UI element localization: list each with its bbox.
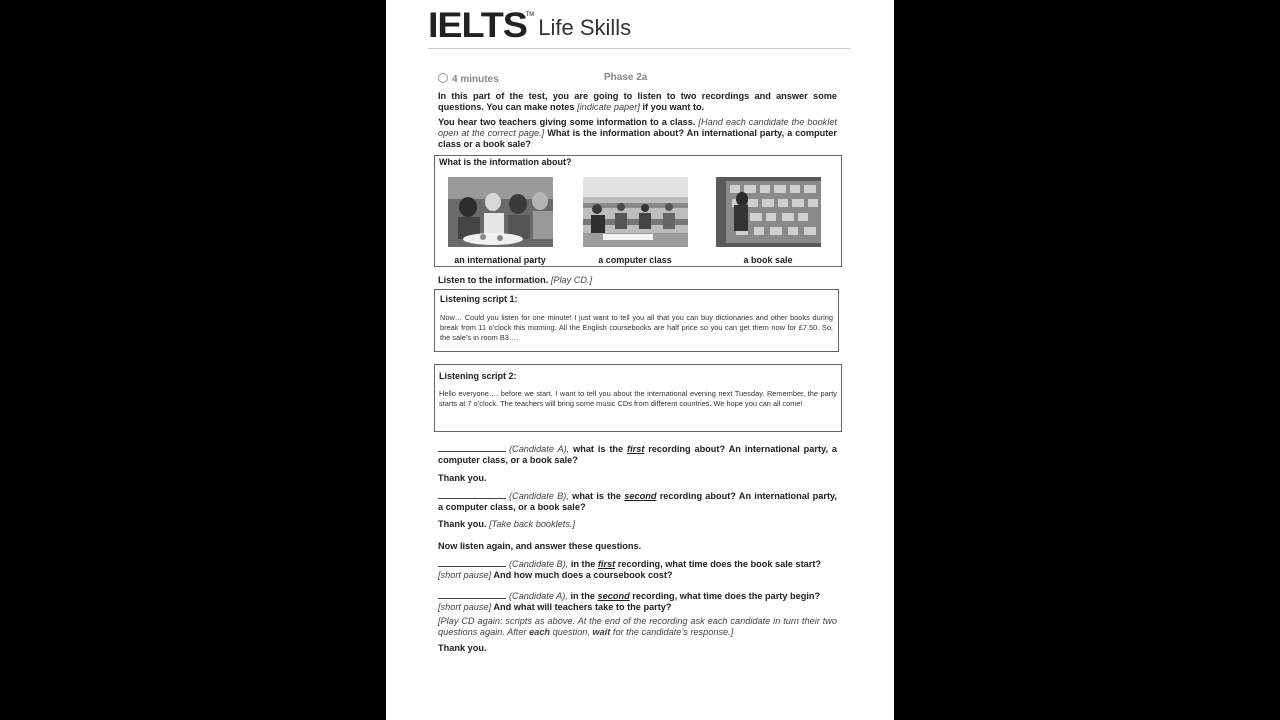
name-blank [438,589,506,599]
time-label: 4 minutes [438,72,499,85]
question-candidate-b-1: (Candidate B), what is the second recording about? An international party, a computer class, or a book sale? [438,491,837,512]
name-blank [438,557,506,567]
thank-you-1: Thank you. [438,473,487,483]
intro-paragraph-2: You hear two teachers giving some information to a class. [Hand each candidate the booklet open at the correct page.] What is the information about? An international party, a computer class or a book sale? [438,117,837,149]
phase-label: Phase 2a [604,72,648,83]
listening-script-2-box [434,364,842,432]
header-divider [428,48,850,49]
picture-box-title: What is the information about? [439,157,572,167]
document-page [386,0,894,720]
caption-party: an international party [454,255,546,265]
question-candidate-a-2: (Candidate A), in the second recording, what time does the party begin? [short pause] And what will teachers take to the party? [438,591,821,612]
script-2-text: Hello everyone…. before we start. I want to tell you about the international evening next Tuesday. Remember, the party starts at 7 o’clock. The teachers will bring some music CDs from different countries. We hope you can all come! [439,389,837,408]
caption-computer-class: a computer class [598,255,672,265]
trademark: TM [525,12,535,18]
clock-icon [438,73,448,83]
caption-book-sale: a book sale [743,255,793,265]
books-photo [716,177,821,247]
thank-you-2: Thank you. [Take back booklets.] [438,519,576,529]
brand-name: IELTS [428,6,527,45]
intro-paragraph-1: In this part of the test, you are going to listen to two recordings and answer some questions. You can make notes [indicate paper] if you want to. [438,91,837,112]
script-1-text: Now… Could you listen for one minute! I just want to tell you all that you can buy dictionaries and other books during break from 11 o’clock this morning. All the English coursebooks are half price so you can get them now for £7.50. So, the sale’s in room B3…. [440,313,833,342]
listen-instruction: Listen to the information. [Play CD.] [438,275,593,285]
classroom-photo [583,177,688,247]
name-blank [438,489,506,499]
thank-you-3: Thank you. [438,643,487,653]
script-1-title: Listening script 1: [440,294,518,304]
question-candidate-b-2: (Candidate B), in the first recording, what time does the book sale start? [short pause] And how much does a coursebook cost? [438,559,821,580]
question-candidate-a-1: (Candidate A), what is the first recording about? An international party, a computer class, or a book sale? [438,444,837,465]
listen-again-heading: Now listen again, and answer these questions. [438,541,642,551]
picture-options-box [434,155,842,267]
name-blank [438,442,506,452]
ielts-logo [428,6,631,46]
party-photo [448,177,553,247]
play-cd-again-note: [Play CD again: scripts as above. At the end of the recording ask each candidate in turn their two questions again. After each question, wait for the candidate’s response.] [438,616,837,637]
product-name: Life Skills [538,15,632,40]
listening-script-1-box [434,289,839,352]
script-2-title: Listening script 2: [439,371,517,381]
